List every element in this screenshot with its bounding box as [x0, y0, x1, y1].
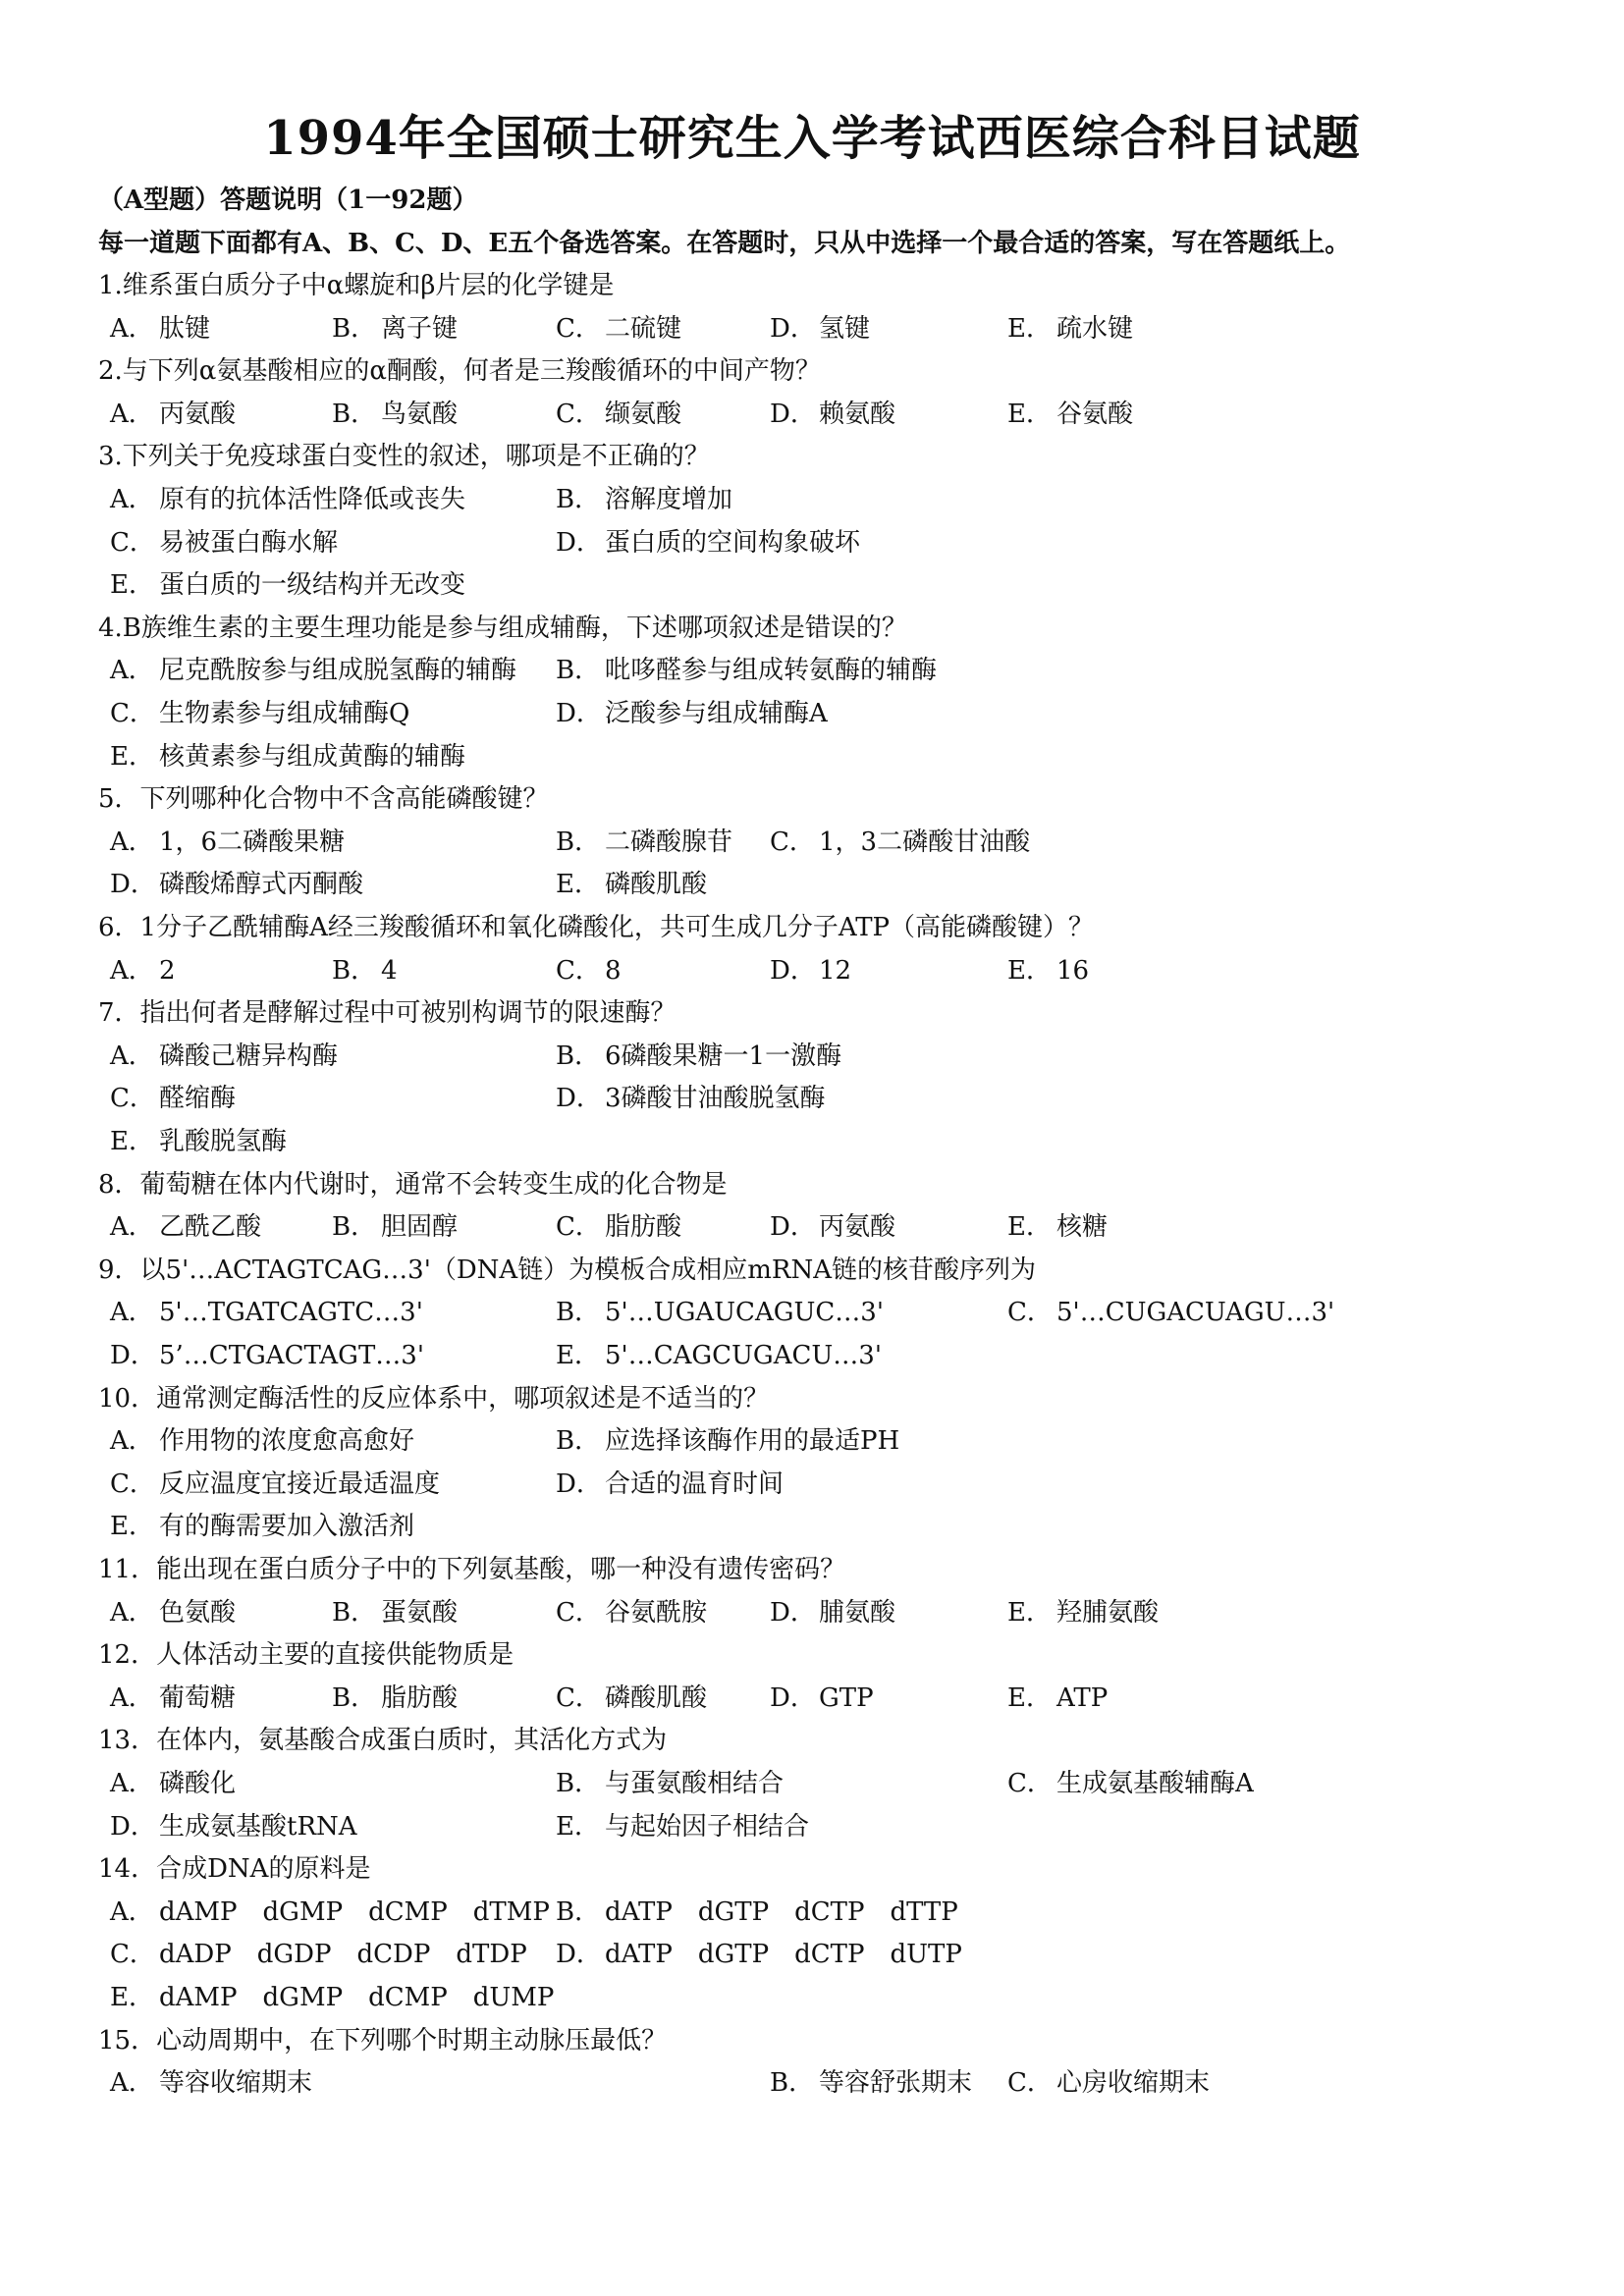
question-stem: 4.B族维生素的主要生理功能是参与组成辅酶，下述哪项叙述是错误的？ — [98, 613, 907, 643]
option-letter: C． — [110, 1468, 155, 1499]
answer-option — [332, 1593, 458, 1632]
option-row — [110, 1893, 1583, 1932]
option-letter: C． — [556, 1212, 601, 1243]
option-row — [110, 1465, 1583, 1504]
option-text: 离子键 — [381, 313, 459, 344]
option-letter: A． — [110, 313, 154, 344]
option-letter: C． — [1007, 1769, 1053, 1798]
question-stem: 6．1分子乙酰辅酶A经三羧酸循环和氧化磷酸化，共可生成几分子ATP（高能磷酸键）？ — [98, 913, 1095, 942]
option-letter: D． — [556, 1084, 602, 1114]
option-text: 2 — [159, 955, 176, 986]
answer-option — [110, 1293, 423, 1332]
option-letter: E． — [1007, 955, 1052, 986]
answer-option — [556, 1207, 681, 1247]
option-letter: B． — [556, 1426, 601, 1457]
option-letter: C． — [110, 1084, 155, 1114]
option-text: 12 — [819, 955, 852, 986]
answer-option — [110, 1507, 414, 1546]
option-letter: E． — [1007, 1597, 1052, 1628]
option-row — [110, 737, 1583, 776]
option-row — [110, 1935, 1583, 1974]
option-text: 磷酸肌酸 — [605, 870, 708, 900]
option-row — [110, 1978, 1583, 2017]
option-row — [110, 565, 1583, 605]
answer-option — [556, 951, 622, 990]
question-stem: 2.与下列α氨基酸相应的α酮酸，何者是三羧酸循环的中间产物？ — [98, 356, 821, 387]
option-letter: C． — [556, 1682, 601, 1713]
option-text: 磷酸己糖异构酶 — [159, 1041, 339, 1071]
option-text: 羟脯氨酸 — [1056, 1597, 1160, 1628]
option-text: dAMP dGMP dCMP dUMP — [159, 1983, 555, 2012]
option-letter: C． — [110, 1940, 155, 1970]
answer-option — [110, 1079, 236, 1118]
answer-option — [110, 1893, 550, 1932]
option-text: 合适的温育时间 — [605, 1468, 785, 1499]
option-text: 蛋白质的空间构象破坏 — [605, 527, 861, 558]
option-text: dATP dGTP dCTP dTTP — [605, 1896, 958, 1927]
answer-option — [556, 1293, 884, 1332]
option-text: 丙氨酸 — [159, 399, 237, 429]
option-letter: B． — [770, 2068, 815, 2099]
answer-option — [770, 309, 870, 348]
answer-option — [556, 309, 681, 348]
option-letter: B． — [332, 1682, 377, 1713]
option-letter: E． — [110, 570, 154, 601]
option-letter: A． — [110, 1041, 154, 1071]
option-letter: D． — [556, 699, 602, 728]
answer-option — [556, 1807, 809, 1846]
answer-option — [556, 480, 732, 519]
option-letter: C． — [556, 955, 601, 986]
question-stem: 11．能出现在蛋白质分子中的下列氨基酸，哪一种没有遗传密码？ — [98, 1555, 846, 1584]
option-text: 乙酰乙酸 — [159, 1212, 262, 1243]
answer-option — [556, 865, 707, 904]
answer-option — [556, 823, 732, 862]
option-row — [110, 1336, 1583, 1375]
answer-option — [110, 951, 176, 990]
option-letter: E． — [110, 1512, 154, 1542]
option-row — [110, 1037, 1583, 1076]
option-text: 6磷酸果糖一1一激酶 — [605, 1041, 842, 1071]
option-letter: E． — [110, 1983, 154, 2012]
option-text: 5'…CAGCUGACU…3' — [605, 1341, 882, 1370]
answer-option — [110, 1336, 424, 1375]
option-letter: C． — [1007, 1298, 1053, 1328]
option-text: 5'…UGAUCAGUC…3' — [605, 1298, 884, 1328]
answer-option — [556, 1079, 826, 1118]
option-text: 脂肪酸 — [381, 1682, 459, 1713]
answer-option — [110, 1679, 236, 1718]
option-letter: A． — [110, 1426, 154, 1457]
option-letter: D． — [770, 955, 816, 986]
answer-option — [1007, 1593, 1159, 1632]
option-letter: A． — [110, 1298, 154, 1328]
option-letter: E． — [1007, 1212, 1052, 1243]
option-text: 泛酸参与组成辅酶A — [605, 699, 828, 728]
answer-option — [1007, 2063, 1210, 2103]
option-text: 色氨酸 — [159, 1597, 237, 1628]
option-letter: C． — [770, 827, 815, 857]
option-text: 5'…CUGACUAGU…3' — [1056, 1298, 1335, 1328]
option-text: 4 — [381, 955, 398, 986]
option-letter: A． — [110, 1896, 154, 1927]
option-letter: C． — [110, 527, 155, 558]
answer-option — [110, 1122, 287, 1161]
answer-option — [1007, 309, 1133, 348]
option-text: 葡萄糖 — [159, 1682, 237, 1713]
option-row — [110, 1764, 1583, 1803]
question-stem: 14．合成DNA的原料是 — [98, 1854, 371, 1885]
answer-option — [110, 1037, 338, 1076]
option-text: 5'…TGATCAGTC…3' — [159, 1298, 423, 1328]
option-row — [110, 1122, 1583, 1161]
answer-option — [332, 309, 458, 348]
option-letter: A． — [110, 485, 154, 514]
option-letter: D． — [556, 527, 602, 558]
option-text: 丙氨酸 — [819, 1212, 896, 1243]
option-row — [110, 651, 1583, 690]
option-text: 蛋白质的一级结构并无改变 — [159, 570, 466, 601]
option-text: 生成氨基酸辅酶A — [1056, 1769, 1254, 1798]
option-letter: B． — [332, 955, 377, 986]
option-letter: E． — [110, 741, 154, 772]
answer-option — [1007, 1207, 1108, 1247]
answer-option — [110, 565, 465, 605]
option-text: 肽键 — [159, 313, 211, 344]
option-row — [110, 480, 1583, 519]
section-heading: （A型题）答题说明（1一92题） — [98, 186, 478, 215]
answer-option — [332, 395, 458, 434]
option-letter: E． — [1007, 313, 1052, 344]
answer-option — [556, 1336, 882, 1375]
answer-option — [110, 694, 409, 733]
option-letter: E． — [556, 870, 600, 900]
answer-option — [110, 395, 236, 434]
option-text: 等容舒张期末 — [819, 2068, 973, 2099]
option-text: 乳酸脱氢酶 — [159, 1127, 288, 1156]
option-letter: B． — [556, 1298, 601, 1328]
option-text: 磷酸肌酸 — [605, 1682, 708, 1713]
option-text: 吡哆醛参与组成转氨酶的辅酶 — [605, 656, 938, 686]
option-letter: D． — [110, 1341, 156, 1370]
answer-option — [332, 1679, 458, 1718]
option-row — [110, 395, 1583, 434]
option-row — [110, 309, 1583, 348]
option-text: 脯氨酸 — [819, 1597, 896, 1628]
option-row — [110, 1807, 1583, 1846]
answer-option — [110, 1764, 236, 1803]
answer-option — [770, 395, 895, 434]
option-text: 磷酸化 — [159, 1769, 237, 1798]
option-text: 核糖 — [1056, 1212, 1109, 1243]
question-stem: 12．人体活动主要的直接供能物质是 — [98, 1640, 514, 1671]
option-text: 二磷酸腺苷 — [605, 827, 733, 857]
option-letter: A． — [110, 399, 154, 429]
answer-option — [110, 1465, 440, 1504]
answer-option — [110, 1935, 527, 1974]
option-text: 氢键 — [819, 313, 871, 344]
question-stem: 15．心动周期中，在下列哪个时期主动脉压最低？ — [98, 2025, 668, 2056]
option-letter: D． — [110, 1811, 156, 1842]
answer-option — [332, 951, 398, 990]
option-letter: D． — [770, 1597, 816, 1628]
question-stem: 8．葡萄糖在体内代谢时，通常不会转变生成的化合物是 — [98, 1169, 728, 1200]
option-row — [110, 1079, 1583, 1118]
option-letter: B． — [556, 1041, 601, 1071]
option-text: 易被蛋白酶水解 — [159, 527, 339, 558]
option-letter: A． — [110, 1769, 154, 1798]
answer-option — [1007, 1679, 1108, 1718]
option-text: 醛缩酶 — [159, 1084, 237, 1114]
option-text: 与起始因子相结合 — [605, 1811, 810, 1842]
question-stem: 7．指出何者是酵解过程中可被别构调节的限速酶？ — [98, 998, 677, 1029]
option-letter: E． — [110, 1127, 154, 1156]
option-row — [110, 1679, 1583, 1718]
answer-option — [770, 1679, 874, 1718]
option-text: 等容收缩期末 — [159, 2068, 313, 2099]
option-row — [110, 694, 1583, 733]
option-text: 赖氨酸 — [819, 399, 896, 429]
answer-option — [556, 1593, 707, 1632]
option-text: 谷氨酰胺 — [605, 1597, 708, 1628]
option-text: 谷氨酸 — [1056, 399, 1134, 429]
answer-instructions: 每一道题下面都有A、B、C、D、E五个备选答案。在答题时，只从中选择一个最合适的答案，写在答题纸上。 — [98, 229, 1351, 258]
option-letter: B． — [556, 485, 601, 514]
option-row — [110, 1207, 1583, 1247]
answer-option — [556, 651, 937, 690]
option-letter: A． — [110, 1212, 154, 1243]
option-text: 尼克酰胺参与组成脱氢酶的辅酶 — [159, 656, 517, 686]
option-letter: C． — [556, 399, 601, 429]
option-row — [110, 1421, 1583, 1461]
answer-option — [556, 1893, 958, 1932]
option-text: 有的酶需要加入激活剂 — [159, 1512, 415, 1542]
answer-option — [110, 651, 516, 690]
option-text: 二硫键 — [605, 313, 682, 344]
answer-option — [110, 737, 465, 776]
answer-option — [110, 865, 363, 904]
option-letter: E． — [556, 1811, 600, 1842]
answer-option — [1007, 1293, 1334, 1332]
answer-option — [556, 1679, 707, 1718]
option-row — [110, 865, 1583, 904]
answer-option — [110, 1593, 236, 1632]
option-row — [110, 2063, 1583, 2103]
option-letter: C． — [556, 1597, 601, 1628]
answer-option — [556, 1465, 784, 1504]
option-row — [110, 523, 1583, 562]
option-text: dATP dGTP dCTP dUTP — [605, 1940, 962, 1970]
option-letter: B． — [556, 827, 601, 857]
option-letter: B． — [556, 656, 601, 686]
question-stem: 5．下列哪种化合物中不含高能磷酸键？ — [98, 784, 549, 815]
answer-option — [110, 1207, 261, 1247]
option-text: 生物素参与组成辅酶Q — [159, 699, 410, 728]
exam-title: 1994年全国硕士研究生入学考试西医综合科目试题 — [263, 111, 1361, 166]
option-row — [110, 1293, 1583, 1332]
answer-option — [556, 395, 681, 434]
option-letter: A． — [110, 827, 154, 857]
answer-option — [556, 1037, 841, 1076]
option-text: 蛋氨酸 — [381, 1597, 459, 1628]
answer-option — [1007, 395, 1133, 434]
option-text: 5’…CTGACTAGT…3' — [159, 1341, 424, 1370]
option-row — [110, 1507, 1583, 1546]
option-text: dADP dGDP dCDP dTDP — [159, 1940, 527, 1970]
option-letter: D． — [770, 1682, 816, 1713]
option-letter: B． — [556, 1896, 601, 1927]
option-letter: A． — [110, 1597, 154, 1628]
option-text: ATP — [1056, 1682, 1109, 1713]
option-text: 脂肪酸 — [605, 1212, 682, 1243]
answer-option — [770, 951, 851, 990]
option-text: 3磷酸甘油酸脱氢酶 — [605, 1084, 826, 1114]
option-text: 核黄素参与组成黄酶的辅酶 — [159, 741, 466, 772]
option-letter: E． — [1007, 1682, 1052, 1713]
option-letter: A． — [110, 656, 154, 686]
option-row — [110, 823, 1583, 862]
option-row — [110, 951, 1583, 990]
option-text: 16 — [1056, 955, 1090, 986]
answer-option — [556, 523, 860, 562]
option-letter: D． — [770, 1212, 816, 1243]
option-letter: B． — [332, 399, 377, 429]
question-stem: 3.下列关于免疫球蛋白变性的叙述，哪项是不正确的？ — [98, 442, 710, 472]
option-letter: D． — [556, 1468, 602, 1499]
question-stem: 10．通常测定酶活性的反应体系中，哪项叙述是不适当的？ — [98, 1383, 770, 1414]
option-text: 生成氨基酸tRNA — [159, 1811, 357, 1842]
answer-option — [1007, 951, 1089, 990]
answer-option — [110, 523, 338, 562]
answer-option — [770, 2063, 972, 2103]
option-letter: D． — [770, 399, 816, 429]
question-stem: 1.维系蛋白质分子中α螺旋和β片层的化学键是 — [98, 271, 615, 300]
option-text: 原有的抗体活性降低或丧失 — [159, 485, 466, 514]
option-letter: B． — [332, 313, 377, 344]
answer-option — [110, 309, 210, 348]
option-text: 胆固醇 — [381, 1212, 459, 1243]
option-letter: D． — [110, 870, 156, 900]
option-letter: E． — [1007, 399, 1052, 429]
answer-option — [1007, 1764, 1254, 1803]
question-stem: 9．以5'…ACTAGTCAG…3'（DNA链）为模板合成相应mRNA链的核苷酸序列为 — [98, 1255, 1036, 1285]
option-letter: D． — [556, 1940, 602, 1970]
option-text: 应选择该酶作用的最适PH — [605, 1426, 900, 1457]
answer-option — [770, 1207, 895, 1247]
option-text: dAMP dGMP dCMP dTMP — [159, 1896, 550, 1927]
answer-option — [770, 1593, 895, 1632]
option-text: 磷酸烯醇式丙酮酸 — [159, 870, 364, 900]
option-letter: B． — [556, 1769, 601, 1798]
answer-option — [556, 1764, 784, 1803]
option-text: 1，6二磷酸果糖 — [159, 827, 346, 857]
option-letter: A． — [110, 955, 154, 986]
option-text: 疏水键 — [1056, 313, 1134, 344]
answer-option — [556, 694, 828, 733]
answer-option — [110, 1421, 414, 1461]
answer-option — [110, 1807, 357, 1846]
option-text: 8 — [605, 955, 622, 986]
answer-option — [332, 1207, 458, 1247]
answer-option — [770, 823, 1030, 862]
answer-option — [110, 823, 345, 862]
option-text: 鸟氨酸 — [381, 399, 459, 429]
answer-option — [110, 480, 465, 519]
option-text: 心房收缩期末 — [1056, 2068, 1211, 2099]
option-letter: A． — [110, 2068, 154, 2099]
option-text: 溶解度增加 — [605, 485, 733, 514]
option-text: 缬氨酸 — [605, 399, 682, 429]
question-stem: 13．在体内，氨基酸合成蛋白质时，其活化方式为 — [98, 1726, 668, 1756]
option-text: 1，3二磷酸甘油酸 — [819, 827, 1031, 857]
answer-option — [556, 1421, 899, 1461]
answer-option — [110, 1978, 554, 2017]
option-text: GTP — [819, 1682, 874, 1713]
option-row — [110, 1593, 1583, 1632]
option-text: 与蛋氨酸相结合 — [605, 1769, 785, 1798]
option-letter: C． — [556, 313, 601, 344]
answer-option — [556, 1935, 962, 1974]
option-text: 反应温度宜接近最适温度 — [159, 1468, 441, 1499]
answer-option — [110, 2063, 312, 2103]
option-letter: A． — [110, 1682, 154, 1713]
option-letter: C． — [1007, 2068, 1053, 2099]
option-letter: B． — [332, 1212, 377, 1243]
option-letter: E． — [556, 1341, 600, 1370]
option-text: 作用物的浓度愈高愈好 — [159, 1426, 415, 1457]
option-letter: B． — [332, 1597, 377, 1628]
option-letter: D． — [770, 313, 816, 344]
option-letter: C． — [110, 699, 155, 728]
